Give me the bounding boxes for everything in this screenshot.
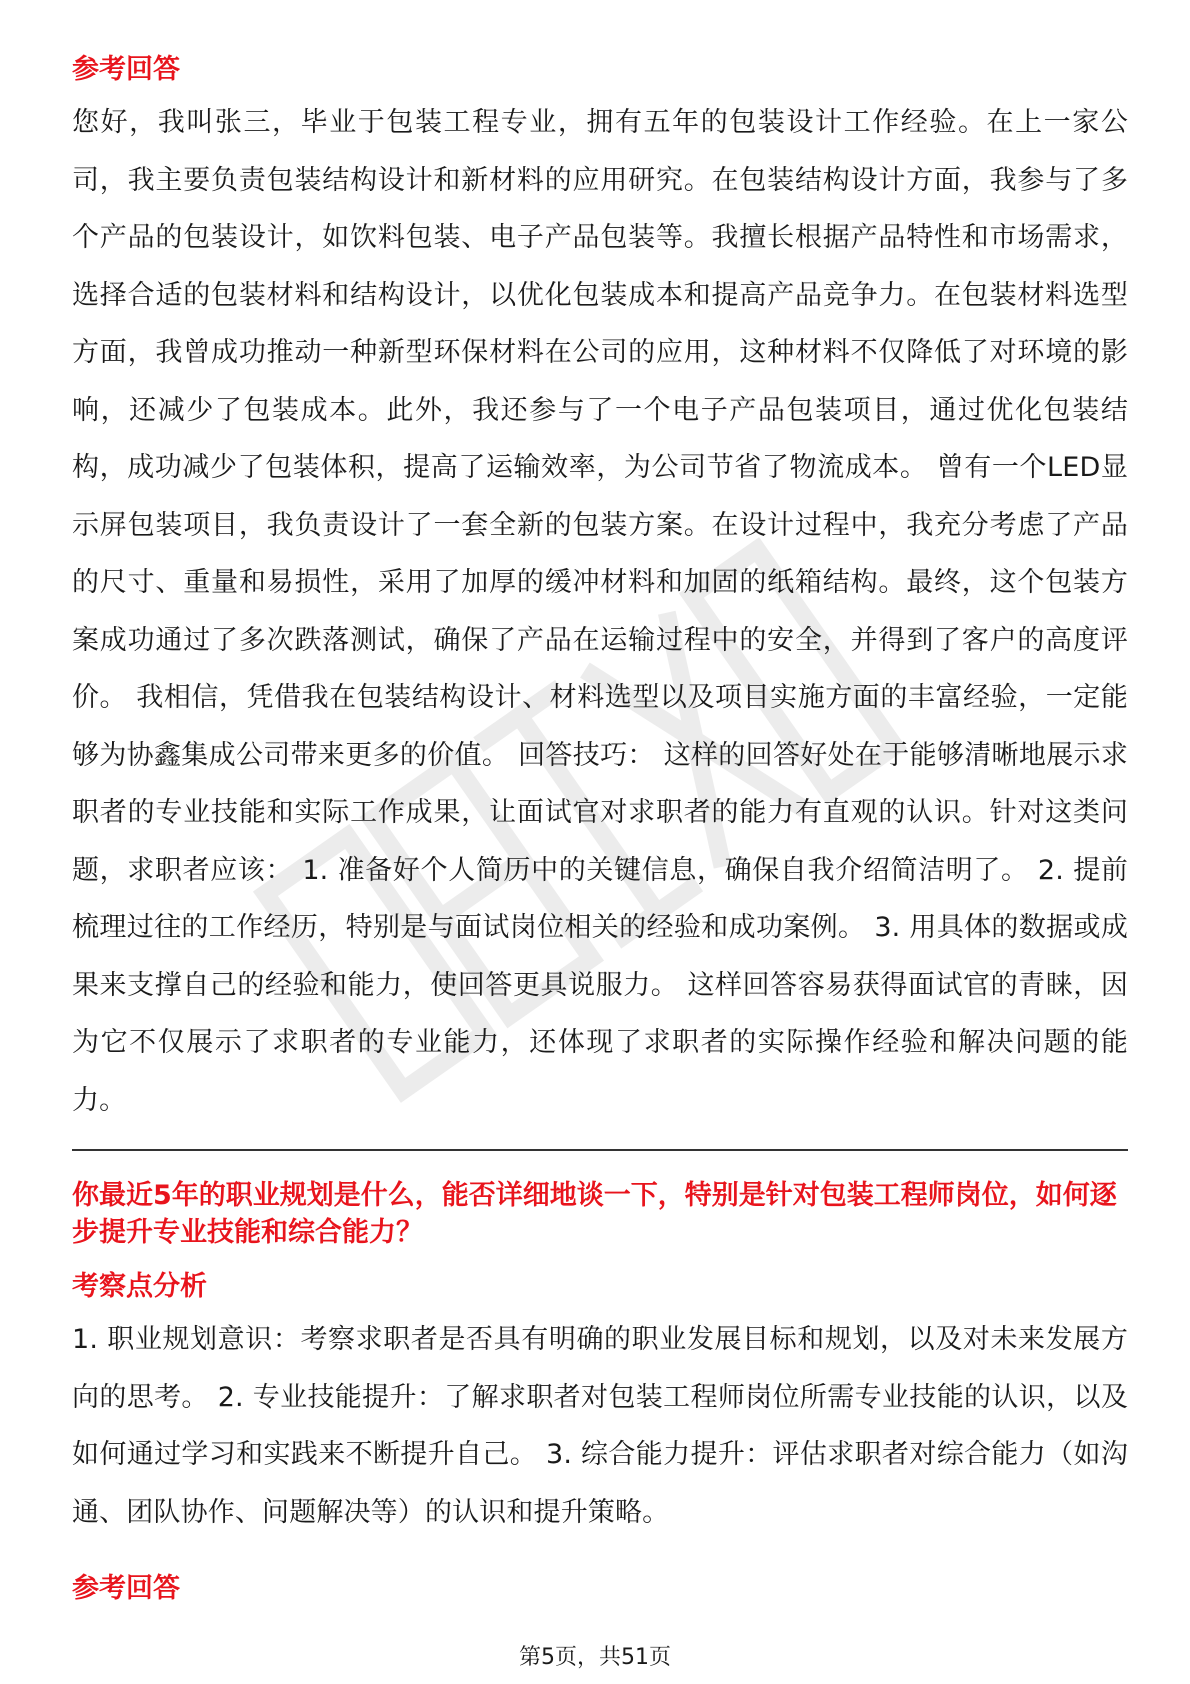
analysis-text: 1. 职业规划意识：考察求职者是否具有明确的职业发展目标和规划，以及对未来发展方向的思考。 2. 专业技能提升：了解求职者对包装工程师岗位所需专业技能的认识，以及如何通过学习和实践来不断提升自己。 3. 综合能力提升：评估求职者对综合能力（如沟通、团队协作、问题解决等）的认识和提升策略。 xyxy=(72,1324,1128,1528)
reference-answer-text: 您好，我叫张三，毕业于包装工程专业，拥有五年的包装设计工作经验。在上一家公司，我主要负责包装结构设计和新材料的应用研究。在包装结构设计方面，我参与了多个产品的包装设计，如饮料包装、电子产品包装等。我擅长根据产品特性和市场需求，选择合适的包装材料和结构设计，以优化包装成本和提高产品竞争力。在包装材料选型方面，我曾成功推动一种新型环保材料在公司的应用，这种材料不仅降低了对环境的影响，还减少了包装成本。此外，我还参与了一个电子产品包装项目，通过优化包装结构，成功减少了包装体积，提高了运输效率，为公司节省了物流成本。 曾有一个LED显示屏包装项目，我负责设计了一套全新的包装方案。在设计过程中，我充分考虑了产品的尺寸、重量和易损性，采用了加厚的缓冲材料和加固的纸箱结构。最终，这个包装方案成功通过了多次跌落测试，确保了产品在运输过程中的安全，并得到了客户的高度评价。 我相信，凭借我在包装结构设计、材料选型以及项目实施方面的丰富经验，一定能够为协鑫集成公司带来更多的价值。 回答技巧： 这样的回答好处在于能够清晰地展示求职者的专业技能和实际工作成果，让面试官对求职者的能力有直观的认识。针对这类问题，求职者应该： 1. 准备好个人简历中的关键信息，确保自我介绍简洁明了。 2. 提前梳理过往的工作经历，特别是与面试岗位相关的经验和成功案例。 3. 用具体的数据或成果来支撑自己的经验和能力，使回答更具说服力。 这样回答容易获得面试官的青睐，因为它不仅展示了求职者的专业能力，还体现了求职者的实际操作经验和解决问题的能力。 xyxy=(72,107,1128,1116)
page-indicator: 第5页，共51页 xyxy=(519,1645,671,1670)
section-divider xyxy=(72,1149,1128,1151)
interview-question: 你最近5年的职业规划是什么，能否详细地谈一下，特别是针对包装工程师岗位，如何逐步提升专业技能和综合能力？ xyxy=(72,1180,1117,1248)
analysis-heading: 考察点分析 xyxy=(72,1271,207,1302)
reference-answer-heading-2: 参考回答 xyxy=(72,1573,180,1604)
document-page xyxy=(72,40,1128,1613)
reference-answer-heading: 参考回答 xyxy=(72,54,180,85)
